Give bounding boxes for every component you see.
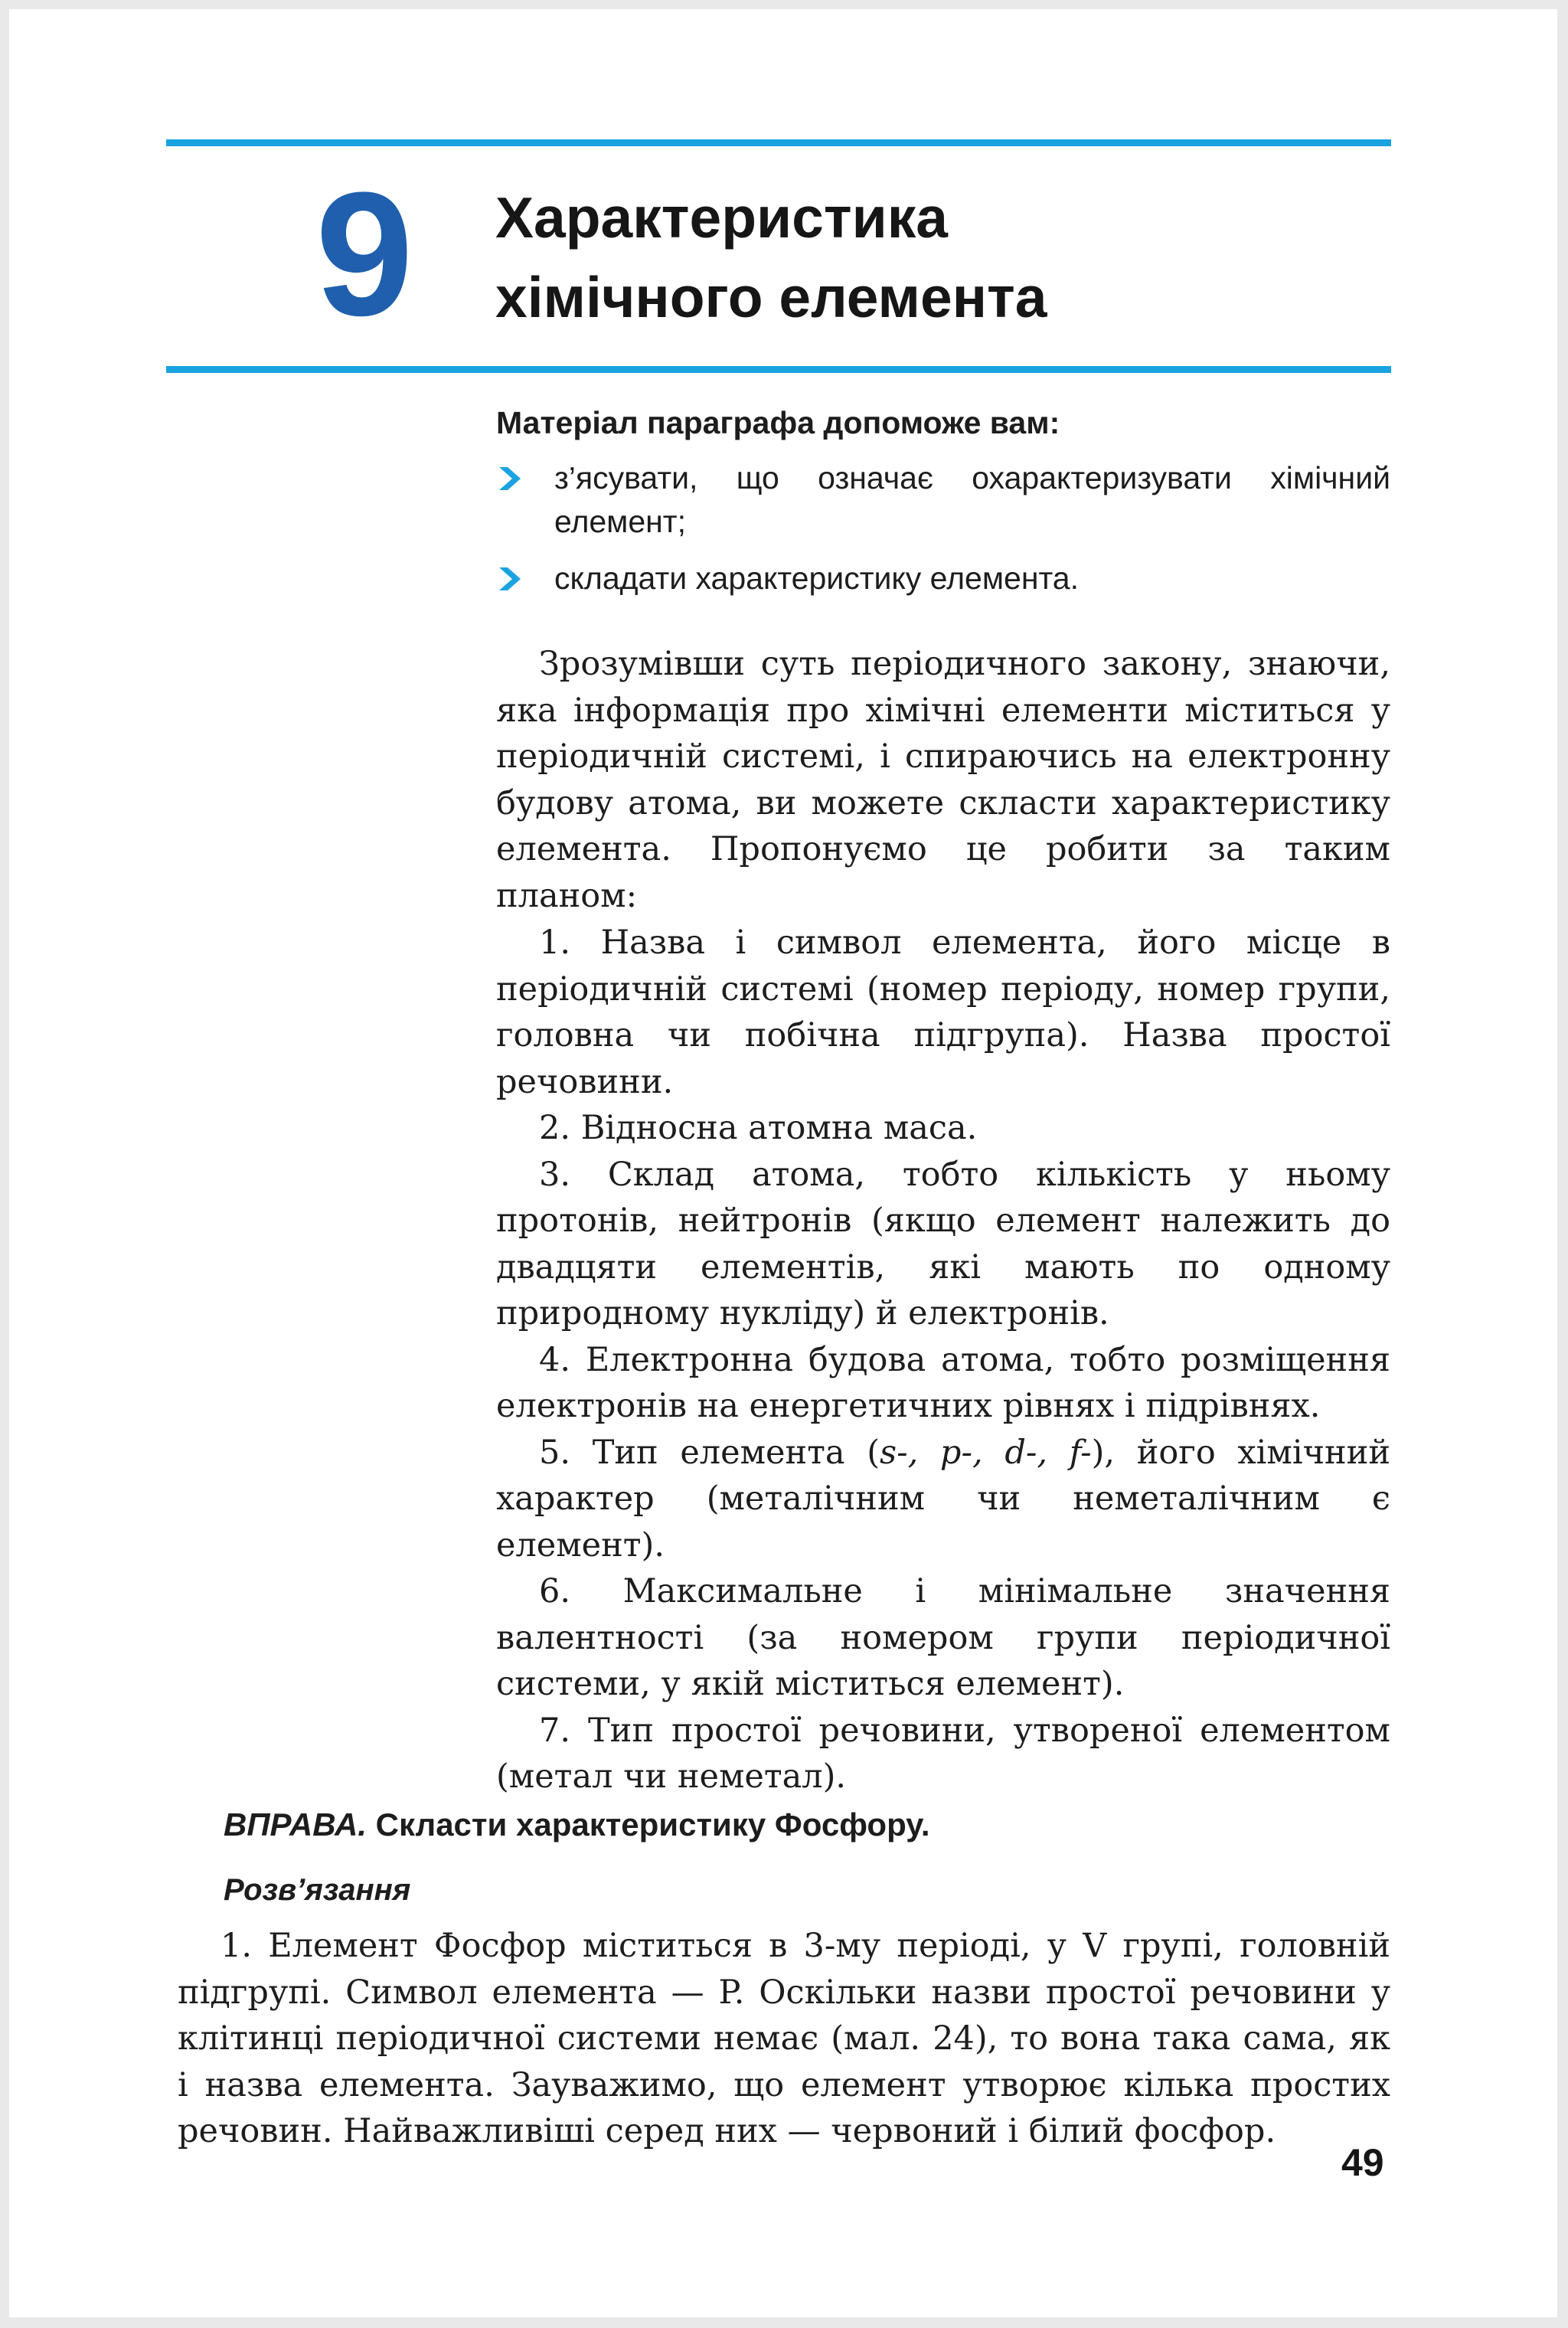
page-number: 49	[1341, 2141, 1384, 2184]
list-item	[496, 557, 1390, 600]
plan-item-2: 2. Відносна атомна маса.	[539, 1109, 978, 1147]
plan-item-6: 6. Максимальне і мінімальне значення валентності (за номером групи періодичної системи, у якій міститься елемент).	[496, 1572, 1390, 1703]
chevron-right-icon	[499, 467, 521, 490]
plan-item-5	[496, 1430, 1390, 1569]
plan-item-4: 4. Електронна будова атома, тобто розміщення електронів на енергетичних рівнях і підрівнях.	[496, 1340, 1390, 1425]
solution-paragraph: 1. Елемент Фосфор міститься в 3-му періоді, у V групі, головній підгрупі. Символ елемента — P. Оскільки назви простої речовини у клітинці періодичної системи немає (мал. 24), то вона така сама, як і назва елемента. Зауважимо, що елемент утворює кілька простих речовин. Найважливіші серед них — червоний і білий фосфор.	[178, 1927, 1390, 2150]
list-item	[496, 456, 1390, 544]
exercise-text: Скласти характеристику Фосфору.	[375, 1806, 930, 1842]
aim-text: з’ясувати, що означає охарактеризувати хімічний елемент;	[554, 460, 1390, 539]
plan-item-5-before: 5. Тип елемента (	[539, 1433, 880, 1472]
exercise-heading	[224, 1803, 930, 1846]
chapter-number: 9	[315, 155, 410, 352]
intro-paragraph: Зрозумівши суть періодичного закону, знаючи, яка інформація про хімічні елементи міститься у періодичній системі, і спираючись на електронну будову атома, ви можете скласти характеристику елемента. Пропонуємо це робити за таким планом:	[496, 645, 1390, 915]
header-bottom-rule	[166, 366, 1391, 373]
plan-item-5-after: ), його хімічний характер (металічним чи неметалічним є елемент).	[496, 1433, 1390, 1565]
header-top-rule	[166, 139, 1391, 146]
chevron-right-icon	[499, 567, 521, 590]
plan-item-7: 7. Тип простої речовини, утвореної елементом (метал чи неметал).	[496, 1711, 1390, 1796]
textbook-page	[9, 9, 1557, 2317]
chapter-title	[495, 178, 1047, 337]
exercise-label: ВПРАВА.	[224, 1806, 367, 1842]
solution-label: Розв’язання	[224, 1873, 411, 1907]
aims-heading: Матеріал параграфа допоможе вам:	[496, 405, 1060, 440]
element-types: s-, p-, d-, f-	[880, 1433, 1092, 1472]
chapter-title-line1: Характеристика	[495, 185, 948, 250]
chapter-title-line2: хімічного елемента	[495, 265, 1047, 329]
plan-list	[496, 920, 1390, 1800]
aims-list	[496, 456, 1390, 613]
plan-item-3: 3. Склад атома, тобто кількість у ньому протонів, нейтронів (якщо елемент належить до двадцяти елементів, які мають по одному природному нукліду) й електронів.	[496, 1155, 1390, 1332]
aim-text: складати характеристику елемента.	[554, 561, 1079, 596]
plan-item-1: 1. Назва і символ елемента, його місце в періодичній системі (номер періоду, номер групи, головна чи побічна підгрупа). Назва простої речовини.	[496, 924, 1390, 1101]
